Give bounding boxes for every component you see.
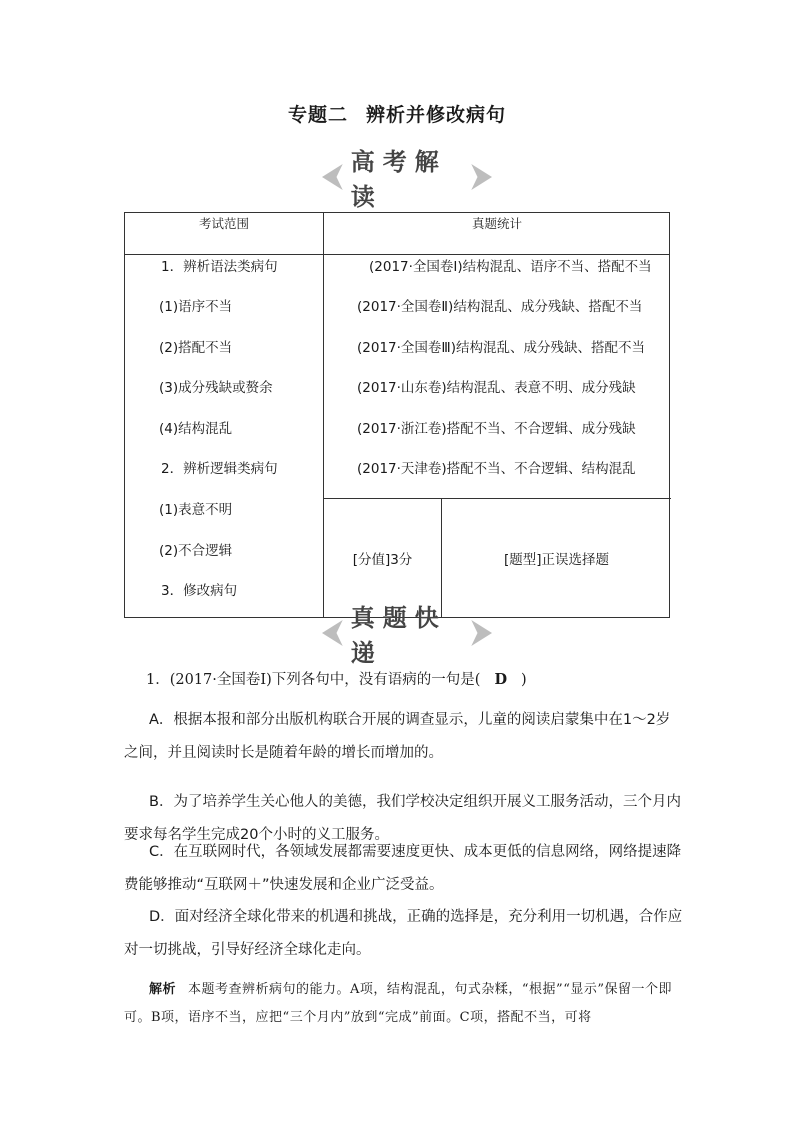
page-title bbox=[0, 100, 794, 127]
scope-item: (1)表意不明 bbox=[159, 502, 233, 518]
option-b: B．为了培养学生关心他人的美德，我们学校决定组织开展义工服务活动，三个月内要求每名学生完成20个小时的义工服务。 bbox=[124, 794, 681, 843]
stats-item: (2017·浙江卷)搭配不当、不合逻辑、成分残缺 bbox=[357, 421, 636, 437]
banner-gaokao-text: 高考解读 bbox=[350, 148, 447, 211]
banner-gaokao bbox=[322, 148, 492, 211]
title-part1: 专题二 bbox=[287, 104, 348, 126]
analysis bbox=[124, 976, 684, 1032]
stats-item: (2017·天津卷)搭配不当、不合逻辑、结构混乱 bbox=[357, 461, 636, 477]
scope-item: 1．辨析语法类病句 bbox=[161, 259, 278, 275]
stats-item: (2017·全国卷Ⅲ)结构混乱、成分残缺、搭配不当 bbox=[357, 340, 645, 356]
table-header-stats: 真题统计 bbox=[471, 216, 522, 231]
bracket-right-icon bbox=[471, 620, 492, 646]
option-d: D．面对经济全球化带来的机遇和挑战，正确的选择是，充分利用一切机遇，合作应对一切挑战，引导好经济全球化走向。 bbox=[124, 909, 683, 958]
analysis-text: 本题考查辨析病句的能力。A项，结构混乱，句式杂糅，“根据”“显示”保留一个即可。B项，语序不当，应把“三个月内”放到“完成”前面。C项，搭配不当，可将 bbox=[124, 982, 672, 1025]
scope-item: (2)不合逻辑 bbox=[159, 543, 233, 559]
scope-item: 3．修改病句 bbox=[161, 583, 238, 599]
banner-zhenti-text: 真题快递 bbox=[350, 604, 447, 667]
bracket-right-icon bbox=[471, 164, 492, 190]
question-stem-close: ) bbox=[521, 672, 527, 688]
bracket-left-icon bbox=[322, 620, 343, 646]
question-type-cell: [题型]正误选择题 bbox=[503, 552, 610, 568]
stats-item: (2017·全国卷Ⅰ)结构混乱、语序不当、搭配不当 bbox=[369, 259, 652, 275]
title-part2: 辨析并修改病句 bbox=[366, 104, 507, 126]
exam-table bbox=[124, 212, 670, 618]
scope-item: (4)结构混乱 bbox=[159, 421, 233, 437]
table-header-scope: 考试范围 bbox=[198, 216, 249, 231]
question-stem bbox=[146, 663, 706, 697]
scope-item: 2．辨析逻辑类病句 bbox=[161, 461, 278, 477]
scope-item: (1)语序不当 bbox=[159, 299, 233, 315]
option-a: A．根据本报和部分出版机构联合开展的调查显示，儿童的阅读启蒙集中在1～2岁之间，并且阅读时长是随着年龄的增长而增加的。 bbox=[124, 712, 671, 761]
scope-item: (2)搭配不当 bbox=[159, 340, 233, 356]
bracket-left-icon bbox=[322, 164, 343, 190]
score-cell: [分值]3分 bbox=[352, 552, 413, 568]
banner-zhenti bbox=[322, 604, 492, 667]
question-stem-text: 1．(2017·全国卷Ⅰ)下列各句中，没有语病的一句是( bbox=[146, 672, 481, 688]
option-c: C．在互联网时代，各领域发展都需要速度更快、成本更低的信息网络，网络提速降费能够推动“互联网＋”快速发展和企业广泛受益。 bbox=[124, 844, 682, 893]
question-answer: D bbox=[494, 671, 508, 688]
scope-item: (3)成分残缺或赘余 bbox=[159, 380, 273, 396]
analysis-label: 解析 bbox=[149, 982, 177, 997]
stats-item: (2017·全国卷Ⅱ)结构混乱、成分残缺、搭配不当 bbox=[357, 299, 643, 315]
stats-item: (2017·山东卷)结构混乱、表意不明、成分残缺 bbox=[357, 380, 636, 396]
